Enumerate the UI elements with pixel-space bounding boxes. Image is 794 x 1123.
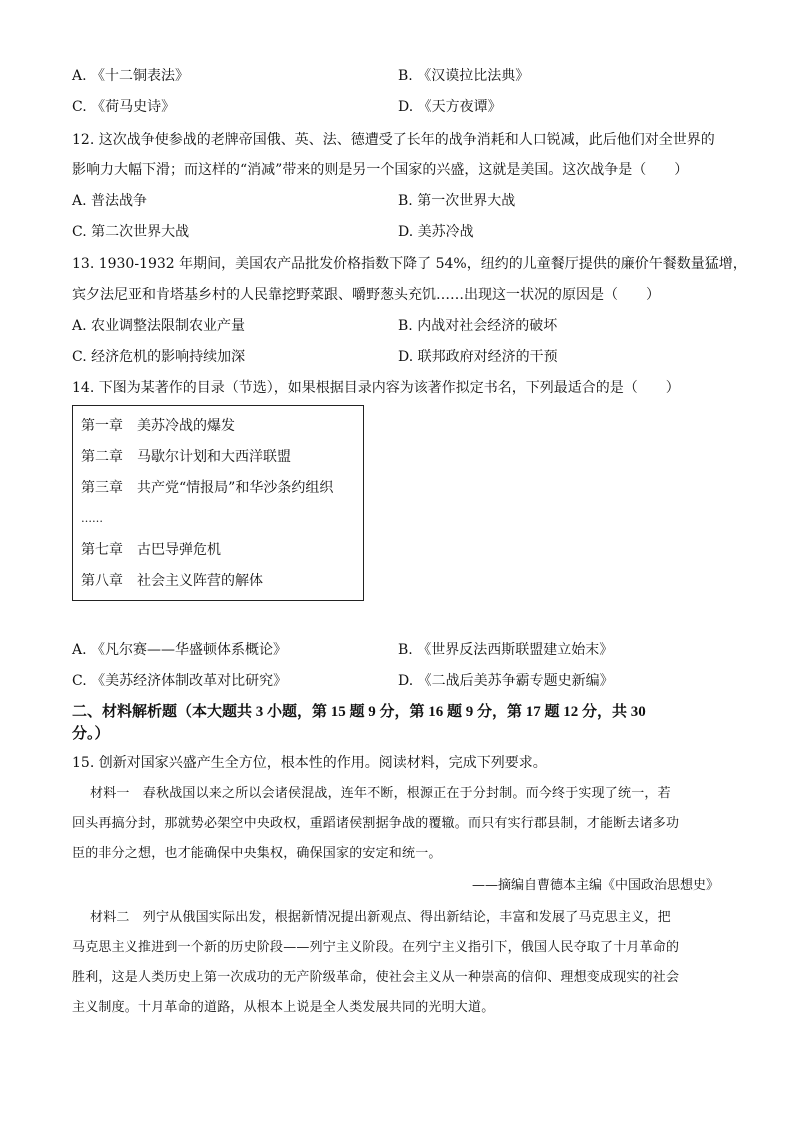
q12-stem-line-1: 12. 这次战争使参战的老牌帝国俄、英、法、德遭受了长年的战争消耗和人口锐减，此后他们对全世界的 [72, 132, 715, 148]
q11-options-row-2 [72, 95, 732, 119]
q14-options-row-2 [72, 669, 732, 693]
q12-options-row-2 [72, 220, 732, 244]
q12-option-a[interactable]: A. 普法战争 [72, 193, 148, 209]
q12-options-row-1 [72, 189, 732, 213]
q14-options-row-1 [72, 638, 732, 662]
q14-option-d[interactable]: D. 《二战后美苏争霸专题史新编》 [398, 673, 614, 689]
section-2-title-line-2: 分。） [72, 726, 110, 742]
q12-option-c[interactable]: C. 第二次世界大战 [72, 224, 190, 240]
toc-chapter-1: 第一章 美苏冷战的爆发 [81, 418, 235, 434]
material-2-line-2: 马克思主义推进到一个新的历史阶段——列宁主义阶段。在列宁主义指引下，俄国人民夺取了十月革命的 [72, 940, 680, 955]
q13-stem-line-2: 宾夕法尼亚和肯塔基乡村的人民靠挖野菜跟、嚼野葱头充饥……出现这一状况的原因是（ ） [72, 287, 660, 303]
q11-options-row-1 [72, 64, 732, 88]
q15-stem: 15. 创新对国家兴盛产生全方位，根本性的作用。阅读材料，完成下列要求。 [72, 755, 547, 771]
q12-option-b[interactable]: B. 第一次世界大战 [398, 193, 516, 209]
q14-option-c[interactable]: C. 《美苏经济体制改革对比研究》 [72, 673, 288, 689]
toc-chapter-2: 第二章 马歇尔计划和大西洋联盟 [81, 449, 291, 465]
material-2-line-4: 主义制度。十月革命的道路，从根本上说是全人类发展共同的光明大道。 [72, 1000, 495, 1015]
q13-option-b[interactable]: B. 内战对社会经济的破坏 [398, 318, 558, 334]
q11-option-c[interactable]: C. 《荷马史诗》 [72, 99, 176, 115]
q11-option-d[interactable]: D. 《天方夜谭》 [398, 99, 502, 115]
q13-options-row-1 [72, 314, 732, 338]
table-of-contents-box [72, 405, 364, 601]
material-2-line-1: 材料二 列宁从俄国实际出发，根据新情况提出新观点、得出新结论，丰富和发展了马克思主义，把 [90, 910, 671, 925]
q11-option-a[interactable]: A. 《十二铜表法》 [72, 68, 190, 84]
q13-option-c[interactable]: C. 经济危机的影响持续加深 [72, 349, 246, 365]
q13-options-row-2 [72, 345, 732, 369]
material-1-line-3: 臣的非分之想，也才能确保中央集权，确保国家的安定和统一。 [72, 846, 442, 861]
q11-option-b[interactable]: B. 《汉谟拉比法典》 [398, 68, 530, 84]
q12-option-d[interactable]: D. 美苏冷战 [398, 224, 474, 240]
q13-stem-line-1: 13. 1930-1932 年期间，美国农产品批发价格指数下降了 54%，纽约的儿童餐厅提供的廉价午餐数量猛增， [72, 256, 747, 272]
toc-chapter-8: 第八章 社会主义阵营的解体 [81, 573, 263, 589]
material-1-line-1: 材料一 春秋战国以来之所以会诸侯混战，连年不断，根源正在于分封制。而今终于实现了统一，若 [90, 786, 671, 801]
material-2-line-3: 胜利，这是人类历史上第一次成功的无产阶级革命，使社会主义从一种崇高的信仰、理想变成现实的社会 [72, 970, 680, 985]
q14-stem: 14. 下图为某著作的目录（节选），如果根据目录内容为该著作拟定书名，下列最适合的是（ ） [72, 380, 680, 396]
q13-option-d[interactable]: D. 联邦政府对经济的干预 [398, 349, 558, 365]
toc-ellipsis: …… [81, 512, 103, 525]
material-1-line-2: 回头再搞分封，那就势必架空中央政权，重蹈诸侯割据争战的覆辙。而只有实行郡县制，才能断去诸多功 [72, 816, 680, 831]
q13-option-a[interactable]: A. 农业调整法限制农业产量 [72, 318, 246, 334]
section-2-title-line-1: 二、材料解析题（本大题共 3 小题，第 15 题 9 分，第 16 题 9 分，第 17 题 12 分，共 30 [72, 704, 646, 720]
q14-option-b[interactable]: B. 《世界反法西斯联盟建立始末》 [398, 642, 614, 658]
toc-chapter-7: 第七章 古巴导弹危机 [81, 542, 221, 558]
material-1-source: ——摘编自曹德本主编《中国政治思想史》 [471, 878, 719, 893]
q14-option-a[interactable]: A. 《凡尔赛——华盛顿体系概论》 [72, 642, 288, 658]
toc-chapter-3: 第三章 共产党“情报局”和华沙条约组织 [81, 480, 334, 496]
q12-stem-line-2: 影响力大幅下滑；而这样的“消减”带来的则是另一个国家的兴盛，这就是美国。这次战争是（ ） [72, 162, 689, 178]
